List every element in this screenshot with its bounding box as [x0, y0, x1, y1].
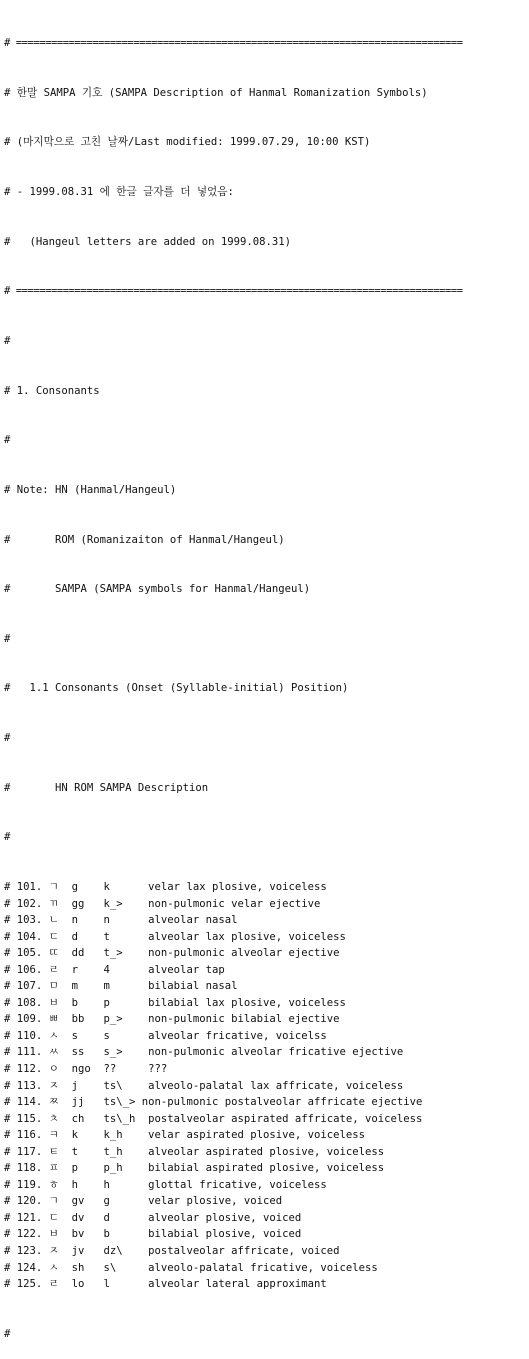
blank-comment-line: # [4, 434, 11, 447]
table-row: # 123. ㅈ jv dz\ postalveolar affricate, voiced [4, 1245, 340, 1258]
table-row: # 120. ㄱ gv g velar plosive, voiced [4, 1195, 283, 1208]
blank-comment-line: # [4, 334, 11, 347]
header-rule-bottom: # ============================================================================ [4, 285, 463, 298]
table-row: # 105. ㄸ dd t_> non-pulmonic alveolar ejective [4, 947, 340, 960]
blank-comment-line: # [4, 632, 11, 645]
table-row: # 113. ㅈ j ts\ alveolo-palatal lax affricate, voiceless [4, 1079, 404, 1092]
table-row: # 111. ㅆ ss s_> non-pulmonic alveolar fricative ejective [4, 1046, 404, 1059]
section-heading-consonants: # 1. Consonants [4, 384, 100, 397]
table-row: # 115. ㅊ ch ts\_h postalveolar aspirated affricate, voiceless [4, 1112, 423, 1125]
blank-comment-line: # [4, 732, 11, 745]
header-rule-top: # ============================================================================ [4, 37, 463, 50]
subsection-heading-onset: # 1.1 Consonants (Onset (Syllable-initial) Position) [4, 682, 349, 695]
table-row: # 102. ㄲ gg k_> non-pulmonic velar ejective [4, 897, 321, 910]
header-title: # 한말 SAMPA 기호 (SAMPA Description of Hanmal Romanization Symbols) [4, 86, 428, 99]
table-row: # 110. ㅅ s s alveolar fricative, voicelss [4, 1029, 327, 1042]
table-row: # 107. ㅁ m m bilabial nasal [4, 980, 238, 993]
table-row: # 121. ㄷ dv d alveolar plosive, voiced [4, 1211, 302, 1224]
header-note-korean: # - 1999.08.31 에 한글 글자를 더 넣었음: [4, 186, 234, 199]
table-row: # 101. ㄱ g k velar lax plosive, voiceless [4, 880, 327, 893]
note-rom: # ROM (Romanizaiton of Hanmal/Hangeul) [4, 533, 285, 546]
column-headers: # HN ROM SAMPA Description [4, 781, 209, 794]
table-row: # 106. ㄹ r 4 alveolar tap [4, 963, 225, 976]
table-row: # 118. ㅍ p p_h bilabial aspirated plosive, voiceless [4, 1162, 385, 1175]
header-note-english: # (Hangeul letters are added on 1999.08.31) [4, 235, 292, 248]
table-row: # 104. ㄷ d t alveolar lax plosive, voiceless [4, 930, 346, 943]
note-hn: # Note: HN (Hanmal/Hangeul) [4, 483, 177, 496]
consonant-table [4, 879, 526, 1293]
header-last-modified: # (마지막으로 고친 날짜/Last modified: 1999.07.29, 10:00 KST) [4, 136, 371, 149]
table-row: # 124. ㅅ sh s\ alveolo-palatal fricative, voiceless [4, 1261, 378, 1274]
table-row: # 122. ㅂ bv b bilabial plosive, voiced [4, 1228, 302, 1241]
table-row: # 103. ㄴ n n alveolar nasal [4, 914, 238, 927]
blank-comment-line: # [4, 1327, 11, 1340]
table-row: # 108. ㅂ b p bilabial lax plosive, voiceless [4, 996, 346, 1009]
table-row: # 114. ㅉ jj ts\_> non-pulmonic postalveolar affricate ejective [4, 1096, 423, 1109]
table-row: # 109. ㅃ bb p_> non-pulmonic bilabial ejective [4, 1013, 340, 1026]
table-row: # 116. ㅋ k k_h velar aspirated plosive, voiceless [4, 1129, 366, 1142]
table-row: # 125. ㄹ lo l alveolar lateral approximant [4, 1278, 327, 1291]
document-text [4, 2, 526, 1359]
table-row: # 117. ㅌ t t_h alveolar aspirated plosive, voiceless [4, 1145, 385, 1158]
table-row: # 119. ㅎ h h glottal fricative, voiceless [4, 1178, 327, 1191]
blank-comment-line: # [4, 831, 11, 844]
note-sampa: # SAMPA (SAMPA symbols for Hanmal/Hangeul) [4, 583, 311, 596]
table-row: # 112. ㅇ ngo ?? ??? [4, 1063, 168, 1075]
